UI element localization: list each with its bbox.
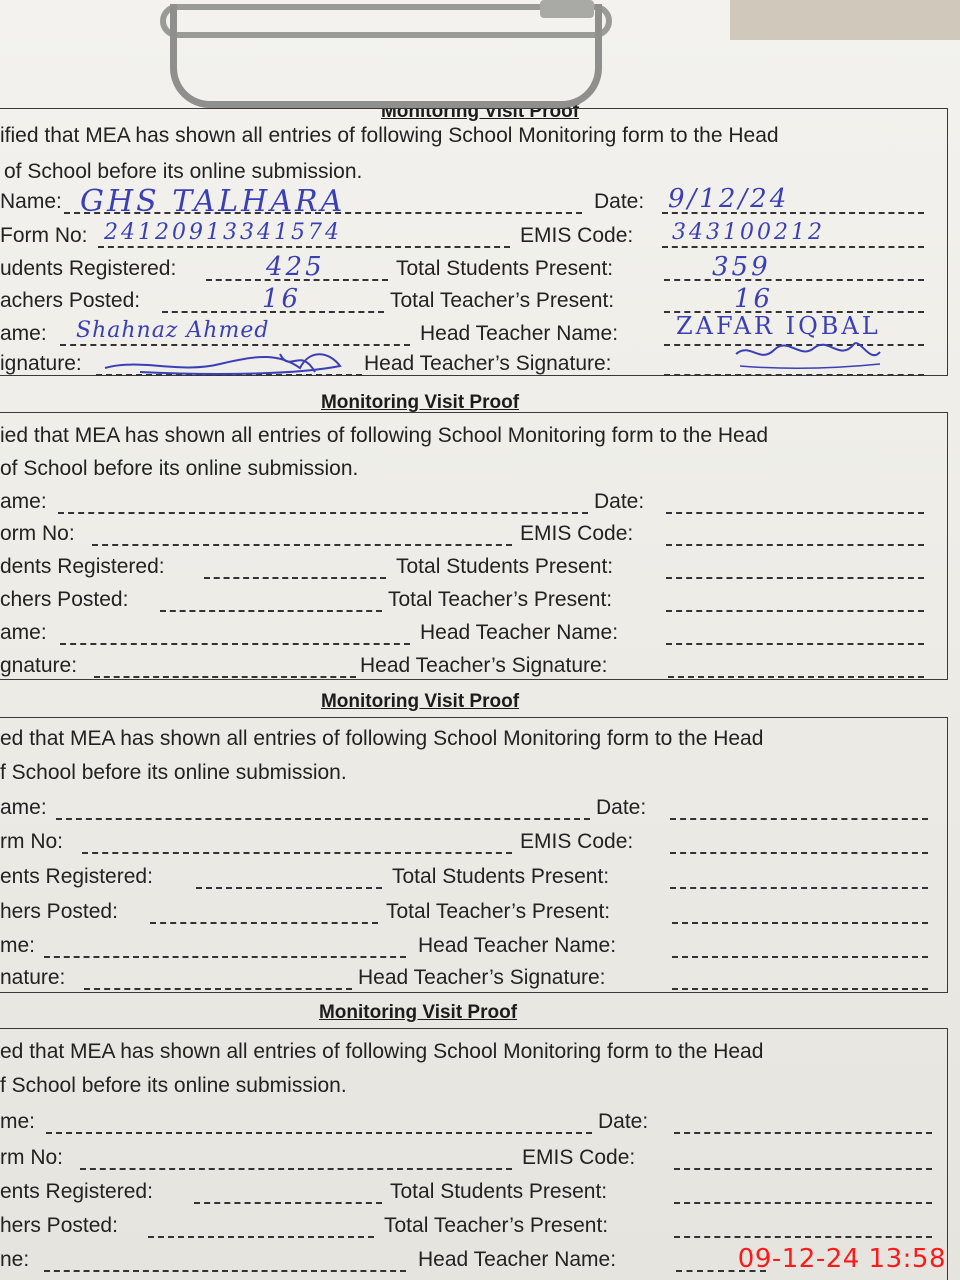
present-label: Total Students Present: bbox=[392, 865, 610, 888]
mea-signature-line bbox=[94, 676, 356, 678]
mea-signature-line bbox=[84, 988, 352, 990]
posted-label: hers Posted: bbox=[0, 1214, 118, 1237]
statement-line-2: f School before its online submission. bbox=[0, 761, 347, 784]
emis-line bbox=[670, 852, 928, 854]
date-label: Date: bbox=[596, 796, 647, 819]
mea-name-handwriting: Shahnaz Ahmed bbox=[76, 318, 270, 343]
form-no-label: Form No: bbox=[0, 224, 88, 247]
section-title: Monitoring Visit Proof bbox=[320, 392, 520, 413]
emis-label: EMIS Code: bbox=[520, 522, 634, 545]
head-signature-label: Head Teacher’s Signature: bbox=[360, 654, 608, 677]
posted-label: hers Posted: bbox=[0, 900, 118, 923]
statement-line-2: of School before its online submission. bbox=[0, 457, 359, 480]
date-label: Date: bbox=[594, 490, 645, 513]
statement-line-1: ed that MEA has shown all entries of following School Monitoring form to the Head bbox=[0, 727, 764, 750]
form-no-line bbox=[80, 1168, 512, 1170]
present-line bbox=[674, 1202, 932, 1204]
school-name-line bbox=[58, 512, 588, 514]
date-label: Date: bbox=[598, 1110, 649, 1133]
statement-line-2: of School before its online submission. bbox=[4, 160, 363, 183]
head-signature-label: Head Teacher’s Signature: bbox=[358, 966, 606, 989]
registered-line bbox=[204, 577, 386, 579]
statement-line-1: ied that MEA has shown all entries of following School Monitoring form to the Head bbox=[0, 424, 769, 447]
registered-label: ents Registered: bbox=[0, 865, 153, 888]
school-name-label: me: bbox=[0, 1110, 36, 1133]
section-title: Monitoring Visit Proof bbox=[320, 691, 520, 712]
teacher-present-line bbox=[674, 1236, 932, 1238]
section-title: Monitoring Visit Proof bbox=[380, 101, 580, 122]
mea-name-label: ame: bbox=[0, 621, 47, 644]
date-line bbox=[674, 1132, 932, 1134]
statement-line-1: ed that MEA has shown all entries of following School Monitoring form to the Head bbox=[0, 1040, 764, 1063]
registered-handwriting: 425 bbox=[266, 252, 325, 282]
posted-label: achers Posted: bbox=[0, 289, 141, 312]
emis-line bbox=[662, 246, 924, 248]
date-handwriting: 9/12/24 bbox=[668, 184, 790, 214]
registered-line bbox=[196, 887, 382, 889]
head-teacher-label: Head Teacher Name: bbox=[420, 322, 619, 345]
camera-timestamp: 09-12-24 13:58 bbox=[737, 1244, 946, 1274]
background-corner bbox=[730, 0, 960, 40]
emis-label: EMIS Code: bbox=[520, 224, 634, 247]
posted-handwriting: 16 bbox=[262, 284, 302, 314]
head-signature-scribble bbox=[730, 334, 890, 374]
form-no-handwriting: 24120913341574 bbox=[104, 220, 342, 245]
present-line bbox=[664, 279, 924, 281]
present-label: Total Students Present: bbox=[390, 1180, 608, 1203]
teacher-present-label: Total Teacher’s Present: bbox=[390, 289, 615, 312]
mea-signature-label: gnature: bbox=[0, 654, 78, 677]
head-teacher-label: Head Teacher Name: bbox=[418, 934, 617, 957]
form-box bbox=[0, 1028, 948, 1280]
form-no-line bbox=[82, 852, 512, 854]
teacher-present-line bbox=[666, 610, 924, 612]
head-signature-line bbox=[668, 676, 924, 678]
mea-name-label: ne: bbox=[0, 1248, 30, 1271]
registered-label: dents Registered: bbox=[0, 555, 165, 578]
statement-line-2: f School before its online submission. bbox=[0, 1074, 347, 1097]
form-no-line bbox=[98, 246, 510, 248]
present-label: Total Students Present: bbox=[396, 257, 614, 280]
present-line bbox=[670, 887, 928, 889]
form-no-label: rm No: bbox=[0, 830, 63, 853]
mea-signature-label: ignature: bbox=[0, 352, 82, 375]
head-teacher-label: Head Teacher Name: bbox=[420, 621, 619, 644]
registered-label: ents Registered: bbox=[0, 1180, 153, 1203]
present-line bbox=[666, 577, 924, 579]
posted-label: chers Posted: bbox=[0, 588, 129, 611]
school-name-label: ame: bbox=[0, 490, 47, 513]
posted-line bbox=[150, 922, 378, 924]
teacher-present-label: Total Teacher’s Present: bbox=[386, 900, 611, 923]
school-name-handwriting: GHS TALHARA bbox=[80, 184, 346, 219]
emis-line bbox=[666, 544, 924, 546]
teacher-present-label: Total Teacher’s Present: bbox=[384, 1214, 609, 1237]
emis-label: EMIS Code: bbox=[520, 830, 634, 853]
school-name-label: Name: bbox=[0, 190, 62, 213]
head-teacher-line bbox=[666, 643, 924, 645]
date-label: Date: bbox=[594, 190, 645, 213]
clipboard-clip-tab bbox=[540, 0, 594, 18]
mea-name-label: me: bbox=[0, 934, 36, 957]
mea-signature-scribble bbox=[100, 344, 360, 378]
registered-label: udents Registered: bbox=[0, 257, 177, 280]
present-label: Total Students Present: bbox=[396, 555, 614, 578]
present-handwriting: 359 bbox=[712, 252, 771, 282]
date-line bbox=[670, 818, 928, 820]
school-name-line bbox=[56, 818, 590, 820]
teacher-present-label: Total Teacher’s Present: bbox=[388, 588, 613, 611]
emis-line bbox=[674, 1168, 932, 1170]
head-teacher-line bbox=[672, 956, 928, 958]
mea-name-line bbox=[60, 643, 410, 645]
head-teacher-handwriting: ZAFAR IQBAL bbox=[676, 312, 881, 340]
date-line bbox=[666, 512, 924, 514]
emis-handwriting: 343100212 bbox=[672, 220, 825, 245]
form-no-label: orm No: bbox=[0, 522, 75, 545]
head-teacher-label: Head Teacher Name: bbox=[418, 1248, 617, 1271]
emis-label: EMIS Code: bbox=[522, 1146, 636, 1169]
head-signature-label: Head Teacher’s Signature: bbox=[364, 352, 612, 375]
statement-line-1: ified that MEA has shown all entries of following School Monitoring form to the Head bbox=[0, 124, 779, 147]
posted-line bbox=[160, 610, 382, 612]
head-signature-line bbox=[672, 988, 928, 990]
registered-line bbox=[194, 1202, 382, 1204]
mea-name-label: ame: bbox=[0, 322, 47, 345]
mea-signature-label: nature: bbox=[0, 966, 66, 989]
mea-name-line bbox=[44, 956, 406, 958]
school-name-label: ame: bbox=[0, 796, 47, 819]
form-no-line bbox=[92, 544, 512, 546]
head-signature-line bbox=[664, 374, 924, 376]
clipboard-clip-wire bbox=[170, 4, 602, 108]
form-no-label: rm No: bbox=[0, 1146, 63, 1169]
teacher-present-line bbox=[672, 922, 928, 924]
posted-line bbox=[148, 1236, 374, 1238]
school-name-line bbox=[46, 1132, 592, 1134]
section-title: Monitoring Visit Proof bbox=[318, 1002, 518, 1023]
mea-name-line bbox=[44, 1270, 406, 1272]
teacher-present-handwriting: 16 bbox=[734, 284, 774, 314]
